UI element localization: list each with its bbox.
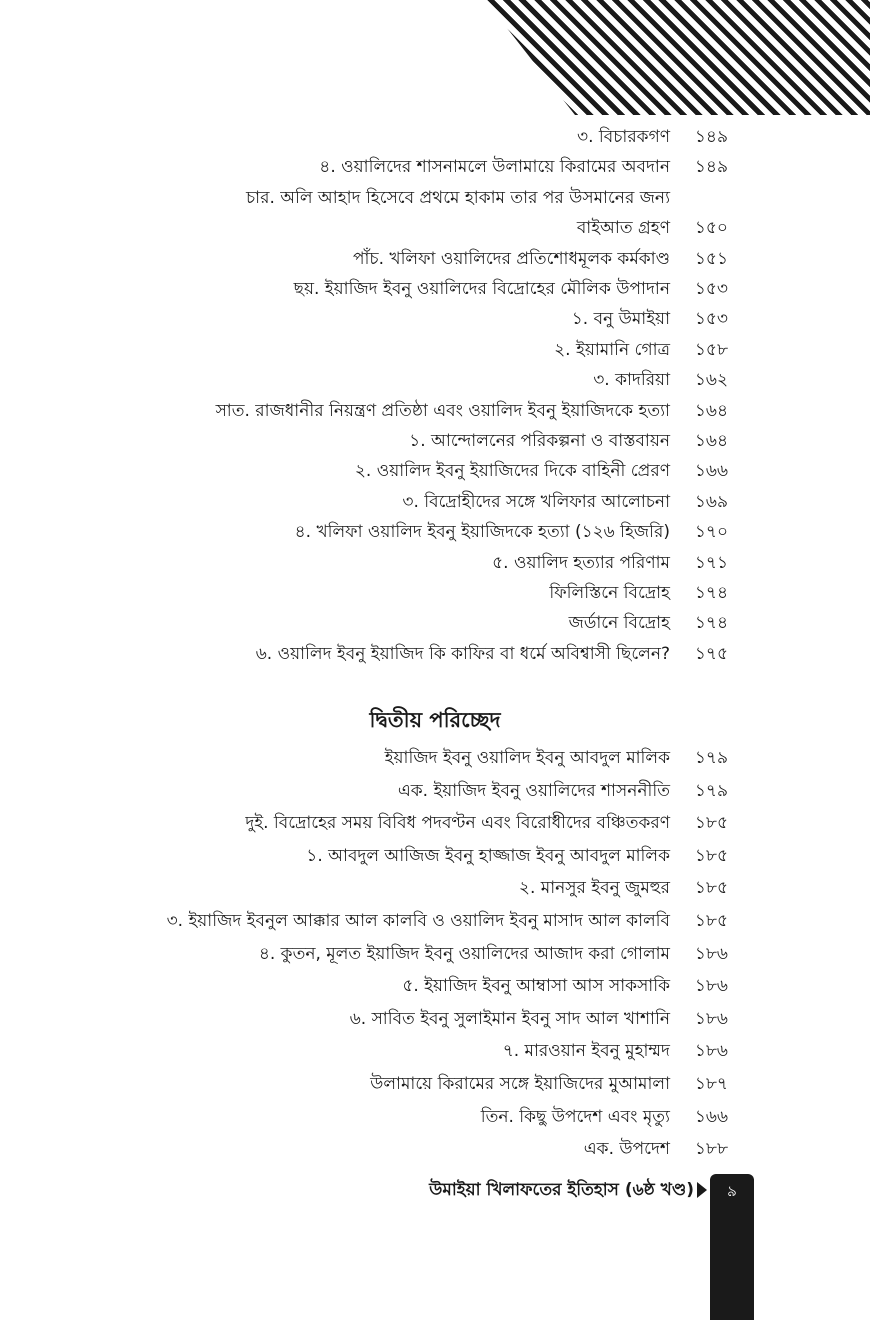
toc-entry-page: ১৬৬ (694, 461, 728, 482)
toc-entry (100, 549, 728, 579)
toc-entry (100, 457, 728, 487)
toc-entry (100, 1135, 728, 1165)
toc-entry-title: ২. ওয়ালিদ ইবনু ইয়াজিদের দিকে বাহিনী প্রেরণ (354, 461, 670, 482)
chapter-heading: দ্বিতীয় পরিচ্ছেদ (369, 708, 501, 732)
toc-entry (100, 336, 728, 366)
toc-entry (100, 809, 728, 839)
toc-entry (100, 1037, 728, 1067)
toc-entry-title: এক. উপদেশ (583, 1139, 670, 1160)
toc-entry (100, 874, 728, 904)
toc-entry-page: ১৫১ (694, 248, 728, 269)
toc-entry (100, 640, 728, 670)
toc-entry-page: ১৪৯ (694, 157, 728, 178)
toc-entry (100, 366, 728, 396)
toc-entry-page: ১৬৪ (694, 400, 728, 421)
toc-entry (100, 153, 728, 183)
toc-entry-page: ১৫০ (694, 218, 728, 239)
toc-entry-page: ১৮৬ (694, 1008, 728, 1029)
toc-entry-page: ১৮৫ (694, 878, 728, 899)
toc-entry (100, 305, 728, 335)
toc-entry-title: ৩. ইয়াজিদ ইবনুল আক্কার আল কালবি ও ওয়ালিদ ইবনু মাসাদ আল কালবি (166, 911, 670, 931)
toc-entry-title: ৫. ইয়াজিদ ইবনু আম্বাসা আস সাকসাকি (402, 976, 670, 997)
toc-entry-title: জর্ডানে বিদ্রোহ (568, 613, 670, 634)
toc-entry (100, 940, 728, 970)
toc-entry-page: ১৬২ (694, 370, 728, 391)
toc-entry-title: তিন. কিছু উপদেশ এবং মৃত্যু (480, 1106, 670, 1127)
toc-entry (100, 777, 728, 807)
toc-entry-page: ১৭৫ (694, 643, 728, 664)
toc-entry-title: ৩. বিদ্রোহীদের সঙ্গে খলিফার আলোচনা (402, 491, 670, 512)
toc-entry-page: ১৬৪ (694, 431, 728, 451)
toc-entry-page: ১৭৯ (694, 780, 728, 801)
toc-entry-page: ১৮৬ (694, 976, 728, 997)
toc-entry-page: ১৮৫ (694, 845, 728, 866)
toc-entry-title: ১. আন্দোলনের পরিকল্পনা ও বাস্তবায়ন (409, 431, 670, 451)
toc-entry (100, 427, 728, 457)
toc-entry (100, 744, 728, 774)
toc-entry-page: ১৭১ (694, 552, 728, 573)
toc-entry-title: চার. অলি আহাদ হিসেবে প্রথমে হাকাম তার পর উসমানের জন্য (246, 187, 670, 208)
toc-entry-title: ১. বনু উমাইয়া (571, 309, 670, 330)
toc-entry-title: ২. মানসুর ইবনু জুমহুর (518, 878, 670, 899)
toc-entry-title: ৪. কুতন, মূলত ইয়াজিদ ইবনু ওয়ালিদের আজাদ করা গোলাম (258, 943, 670, 964)
footer-arrow-icon (697, 1182, 707, 1198)
toc-entry-title: ৪. ওয়ালিদের শাসনামলে উলামায়ে কিরামের অবদান (319, 157, 670, 178)
page-number: ৯ (727, 1182, 737, 1200)
toc-entry (100, 1070, 728, 1100)
toc-entry-title: বাইআত গ্রহণ (576, 218, 670, 239)
toc-entry-page: ১৭৯ (694, 748, 728, 768)
toc-entry-page: ১৮৫ (694, 911, 728, 931)
toc-entry-title: ৬. সাবিত ইবনু সুলাইমান ইবনু সাদ আল খাশানি (349, 1008, 670, 1029)
toc-entry-title: ২. ইয়ামানি গোত্র (554, 339, 670, 360)
toc-entry (100, 245, 728, 275)
toc-entry (100, 214, 728, 244)
footer-book-title: উমাইয়া খিলাফতের ইতিহাস (৬ষ্ঠ খণ্ড) (429, 1180, 694, 1200)
toc-entry (100, 275, 728, 305)
toc-entry (100, 972, 728, 1002)
toc-entry-title: ১. আবদুল আজিজ ইবনু হাজ্জাজ ইবনু আবদুল মালিক (306, 845, 670, 866)
toc-entry-title: দুই. বিদ্রোহের সময় বিবিধ পদবণ্টন এবং বিরোধীদের বঞ্চিতকরণ (245, 813, 670, 834)
toc-entry-title: উলামায়ে কিরামের সঙ্গে ইয়াজিদের মুআমালা (370, 1074, 670, 1094)
toc-entry-page: ১৮৬ (694, 1041, 728, 1062)
toc-entry-title: এক. ইয়াজিদ ইবনু ওয়ালিদের শাসননীতি (397, 780, 670, 801)
toc-entry (100, 1005, 728, 1035)
page-number-tab (710, 1174, 754, 1320)
toc-entry-page: ১৮৭ (694, 1074, 728, 1094)
toc-entry-page: ১৫৮ (694, 339, 728, 360)
toc-entry (100, 488, 728, 518)
toc-entry-title: পাঁচ. খলিফা ওয়ালিদের প্রতিশোধমূলক কর্মকাণ্ড (352, 248, 670, 269)
decorative-stripes (485, 0, 870, 115)
toc-entry-page: ১৫৩ (694, 309, 728, 330)
toc-entry (100, 123, 728, 153)
toc-entry-page: ১৮৬ (694, 943, 728, 964)
toc-entry (100, 1103, 728, 1133)
toc-entry-title: ছয়. ইয়াজিদ ইবনু ওয়ালিদের বিদ্রোহের মৌলিক উপাদান (293, 279, 670, 299)
toc-entry-title: ৫. ওয়ালিদ হত্যার পরিণাম (492, 552, 670, 573)
toc-entry-page: ১৫৩ (694, 279, 728, 299)
toc-entry-page: ১৪৯ (694, 127, 728, 147)
toc-entry (100, 579, 728, 609)
toc-entry-page: ১৬৬ (694, 1106, 728, 1127)
toc-entry-title: সাত. রাজধানীর নিয়ন্ত্রণ প্রতিষ্ঠা এবং ওয়ালিদ ইবনু ইয়াজিদকে হত্যা (215, 400, 670, 421)
toc-entry (100, 518, 728, 548)
toc-entry-title: ইয়াজিদ ইবনু ওয়ালিদ ইবনু আবদুল মালিক (384, 748, 670, 768)
toc-entry (100, 907, 728, 937)
toc-entry (100, 842, 728, 872)
toc-entry-page: ১৭০ (694, 522, 728, 543)
toc-entry (100, 184, 728, 214)
toc-entry-page: ১৮৫ (694, 813, 728, 834)
toc-entry-title: ৬. ওয়ালিদ ইবনু ইয়াজিদ কি কাফির বা ধর্মে অবিশ্বাসী ছিলেন? (255, 643, 670, 664)
toc-entry-page: ১৭৪ (694, 613, 728, 634)
toc-entry-page: ১৬৯ (694, 491, 728, 512)
toc-entry-title: ৩. বিচারকগণ (577, 127, 670, 147)
toc-entry-page: ১৭৪ (694, 583, 728, 603)
toc-entry (100, 609, 728, 639)
toc-entry-title: ফিলিস্তিনে বিদ্রোহ (549, 583, 670, 603)
toc-entry-title: ৪. খলিফা ওয়ালিদ ইবনু ইয়াজিদকে হত্যা (১২৬ হিজরি) (294, 522, 670, 543)
toc-entry-page: ১৮৮ (694, 1139, 728, 1160)
toc-entry-title: ৭. মারওয়ান ইবনু মুহাম্মদ (502, 1041, 670, 1062)
toc-entry-title: ৩. কাদরিয়া (593, 370, 670, 391)
toc-entry (100, 397, 728, 427)
